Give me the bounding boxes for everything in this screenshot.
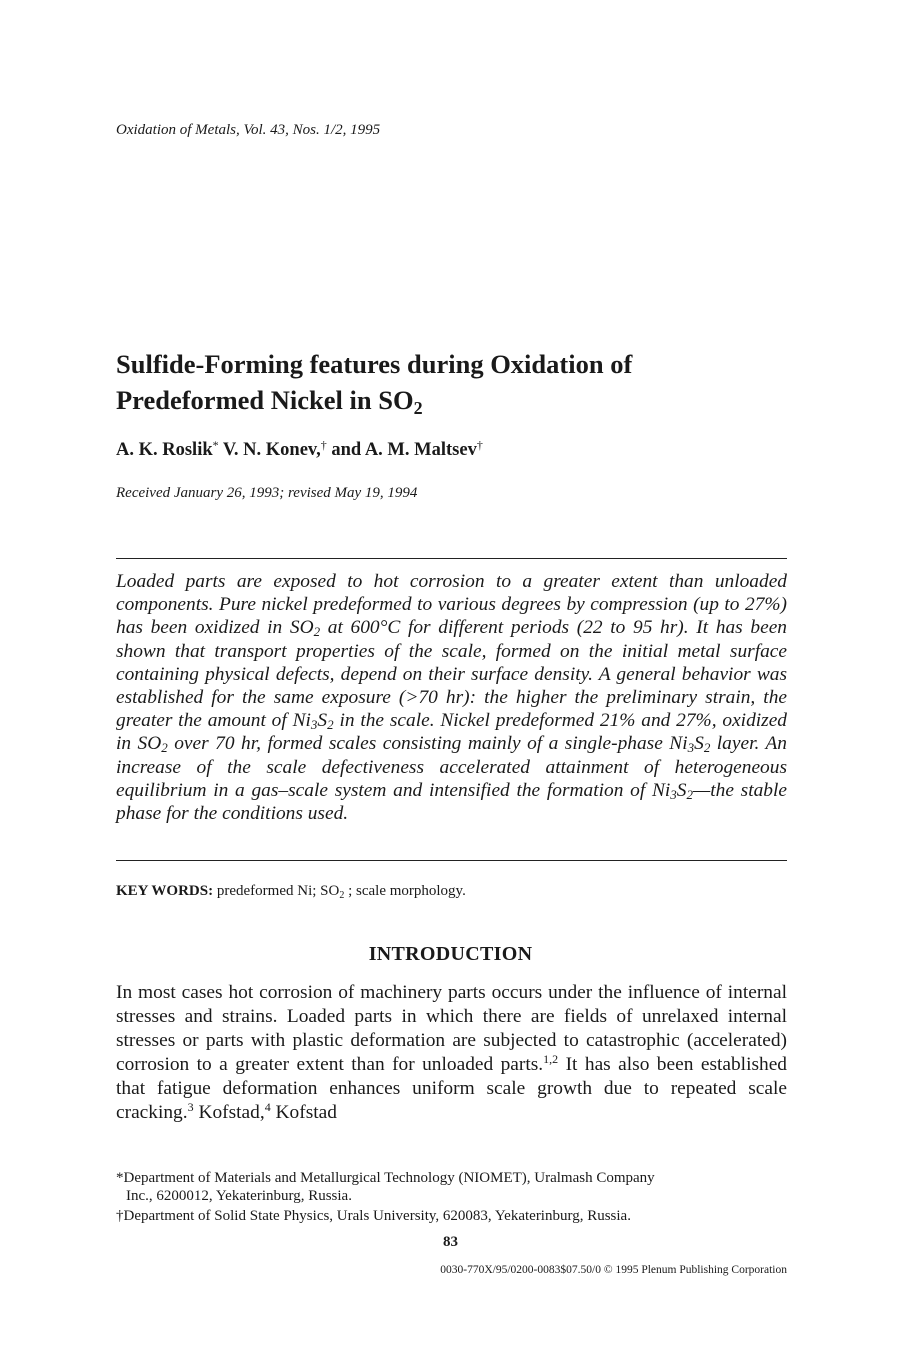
body-text: Kofstad, [193, 1102, 265, 1123]
citation-ref: 3 [187, 1100, 194, 1114]
received-dates: Received January 26, 1993; revised May 19, 1994 [116, 485, 418, 501]
abstract-text: over 70 hr, formed scales consisting mainly of a single-phase Ni [167, 733, 688, 755]
body-text: In most cases hot corrosion of machinery parts occurs under the influence of internal stresses and strains. Loaded parts in which there are fields of unrelaxed internal stresses or parts with plastic deformation are subjected to catastrophic (accelerated) corrosion to a greater extent than for unloaded parts. [116, 982, 787, 1075]
abstract-text: S [317, 710, 328, 732]
author-2: V. N. Konev, [218, 440, 321, 460]
citation-ref: 4 [264, 1100, 271, 1114]
author-3: and A. M. Maltsev [326, 440, 477, 460]
section-heading-introduction: INTRODUCTION [368, 943, 533, 965]
abstract-text: layer. An increase of the scale defectiveness accelerated attainment of heterogeneous equilibrium in a gas–scale system and intensified the formation of Ni [116, 733, 787, 801]
abstract-bottom-rule [116, 860, 787, 861]
citation-ref: 1,2 [543, 1052, 559, 1066]
keywords-label: KEY WORDS: [116, 883, 214, 899]
author-2-mark: † [320, 438, 327, 452]
abstract-text: S [676, 779, 687, 801]
keywords-text: predeformed Ni; SO [213, 883, 340, 899]
author-1: A. K. Roslik [116, 440, 213, 460]
abstract-subscript: 2 [313, 624, 321, 640]
abstract-subscript: 2 [327, 717, 334, 733]
abstract-subscript: 3 [670, 786, 677, 802]
abstract-top-rule [116, 558, 787, 559]
author-1-mark: * [212, 438, 219, 452]
author-list [116, 440, 483, 461]
journal-citation: Oxidation of Metals, Vol. 43, Nos. 1/2, 1995 [116, 122, 381, 138]
abstract-paragraph [116, 570, 787, 825]
article-title [116, 346, 796, 418]
abstract-text: Loaded parts are exposed to hot corrosion to a greater extent than unloaded components. Pure nickel predeformed to various degrees by compression (up to 27%) has been oxidized in SO [116, 571, 787, 639]
footnote-1-line-2-text: Inc., 6200012, Yekaterinburg, Russia. [126, 1188, 352, 1204]
footnote-1-line-2 [116, 1187, 787, 1205]
introduction-paragraph [116, 981, 787, 1125]
abstract [116, 570, 787, 825]
abstract-subscript: 2 [703, 740, 711, 756]
abstract-text: S [694, 733, 704, 755]
body-text: Kofstad [270, 1102, 337, 1123]
author-3-mark: † [476, 438, 483, 452]
keywords [116, 883, 466, 900]
title-line-1: Sulfide-Forming features during Oxidation of [116, 349, 633, 379]
abstract-text: —the stable phase for the conditions used. [116, 779, 787, 825]
abstract-text: at 600°C for different periods (22 to 95 hr). It has been shown that transport properties of the scale, formed on the initial metal surface containing physical defects, depend on their surface density. A general behavior was established for the same exposure (>70 hr): the higher the preliminary strain, the greater the amount of Ni [116, 617, 787, 732]
keywords-text: ; scale morphology. [344, 883, 466, 899]
abstract-subscript: 3 [310, 717, 318, 733]
abstract-subscript: 2 [686, 786, 693, 802]
footnote-1 [116, 1169, 787, 1205]
page-number: 83 [443, 1234, 458, 1250]
title-subscript: 2 [413, 398, 423, 418]
title-line-2-text: Predeformed Nickel in SO [116, 385, 414, 415]
keywords-subscript: 2 [339, 890, 345, 901]
footnote-1-line-1: *Department of Materials and Metallurgical Technology (NIOMET), Uralmash Company [116, 1170, 655, 1186]
abstract-subscript: 2 [161, 740, 168, 756]
abstract-subscript: 3 [687, 740, 695, 756]
copyright-line: 0030-770X/95/0200-0083$07.50/0 © 1995 Plenum Publishing Corporation [440, 1264, 787, 1276]
introduction-body [116, 981, 787, 1125]
body-text: It has also been established that fatigue deformation enhances uniform scale growth due to repeated scale cracking. [116, 1054, 788, 1123]
footnote-2: †Department of Solid State Physics, Urals University, 620083, Yekaterinburg, Russia. [116, 1208, 631, 1224]
abstract-text: in the scale. Nickel predeformed 21% and 27%, oxidized in SO [116, 710, 787, 755]
title-line-2 [116, 382, 796, 418]
